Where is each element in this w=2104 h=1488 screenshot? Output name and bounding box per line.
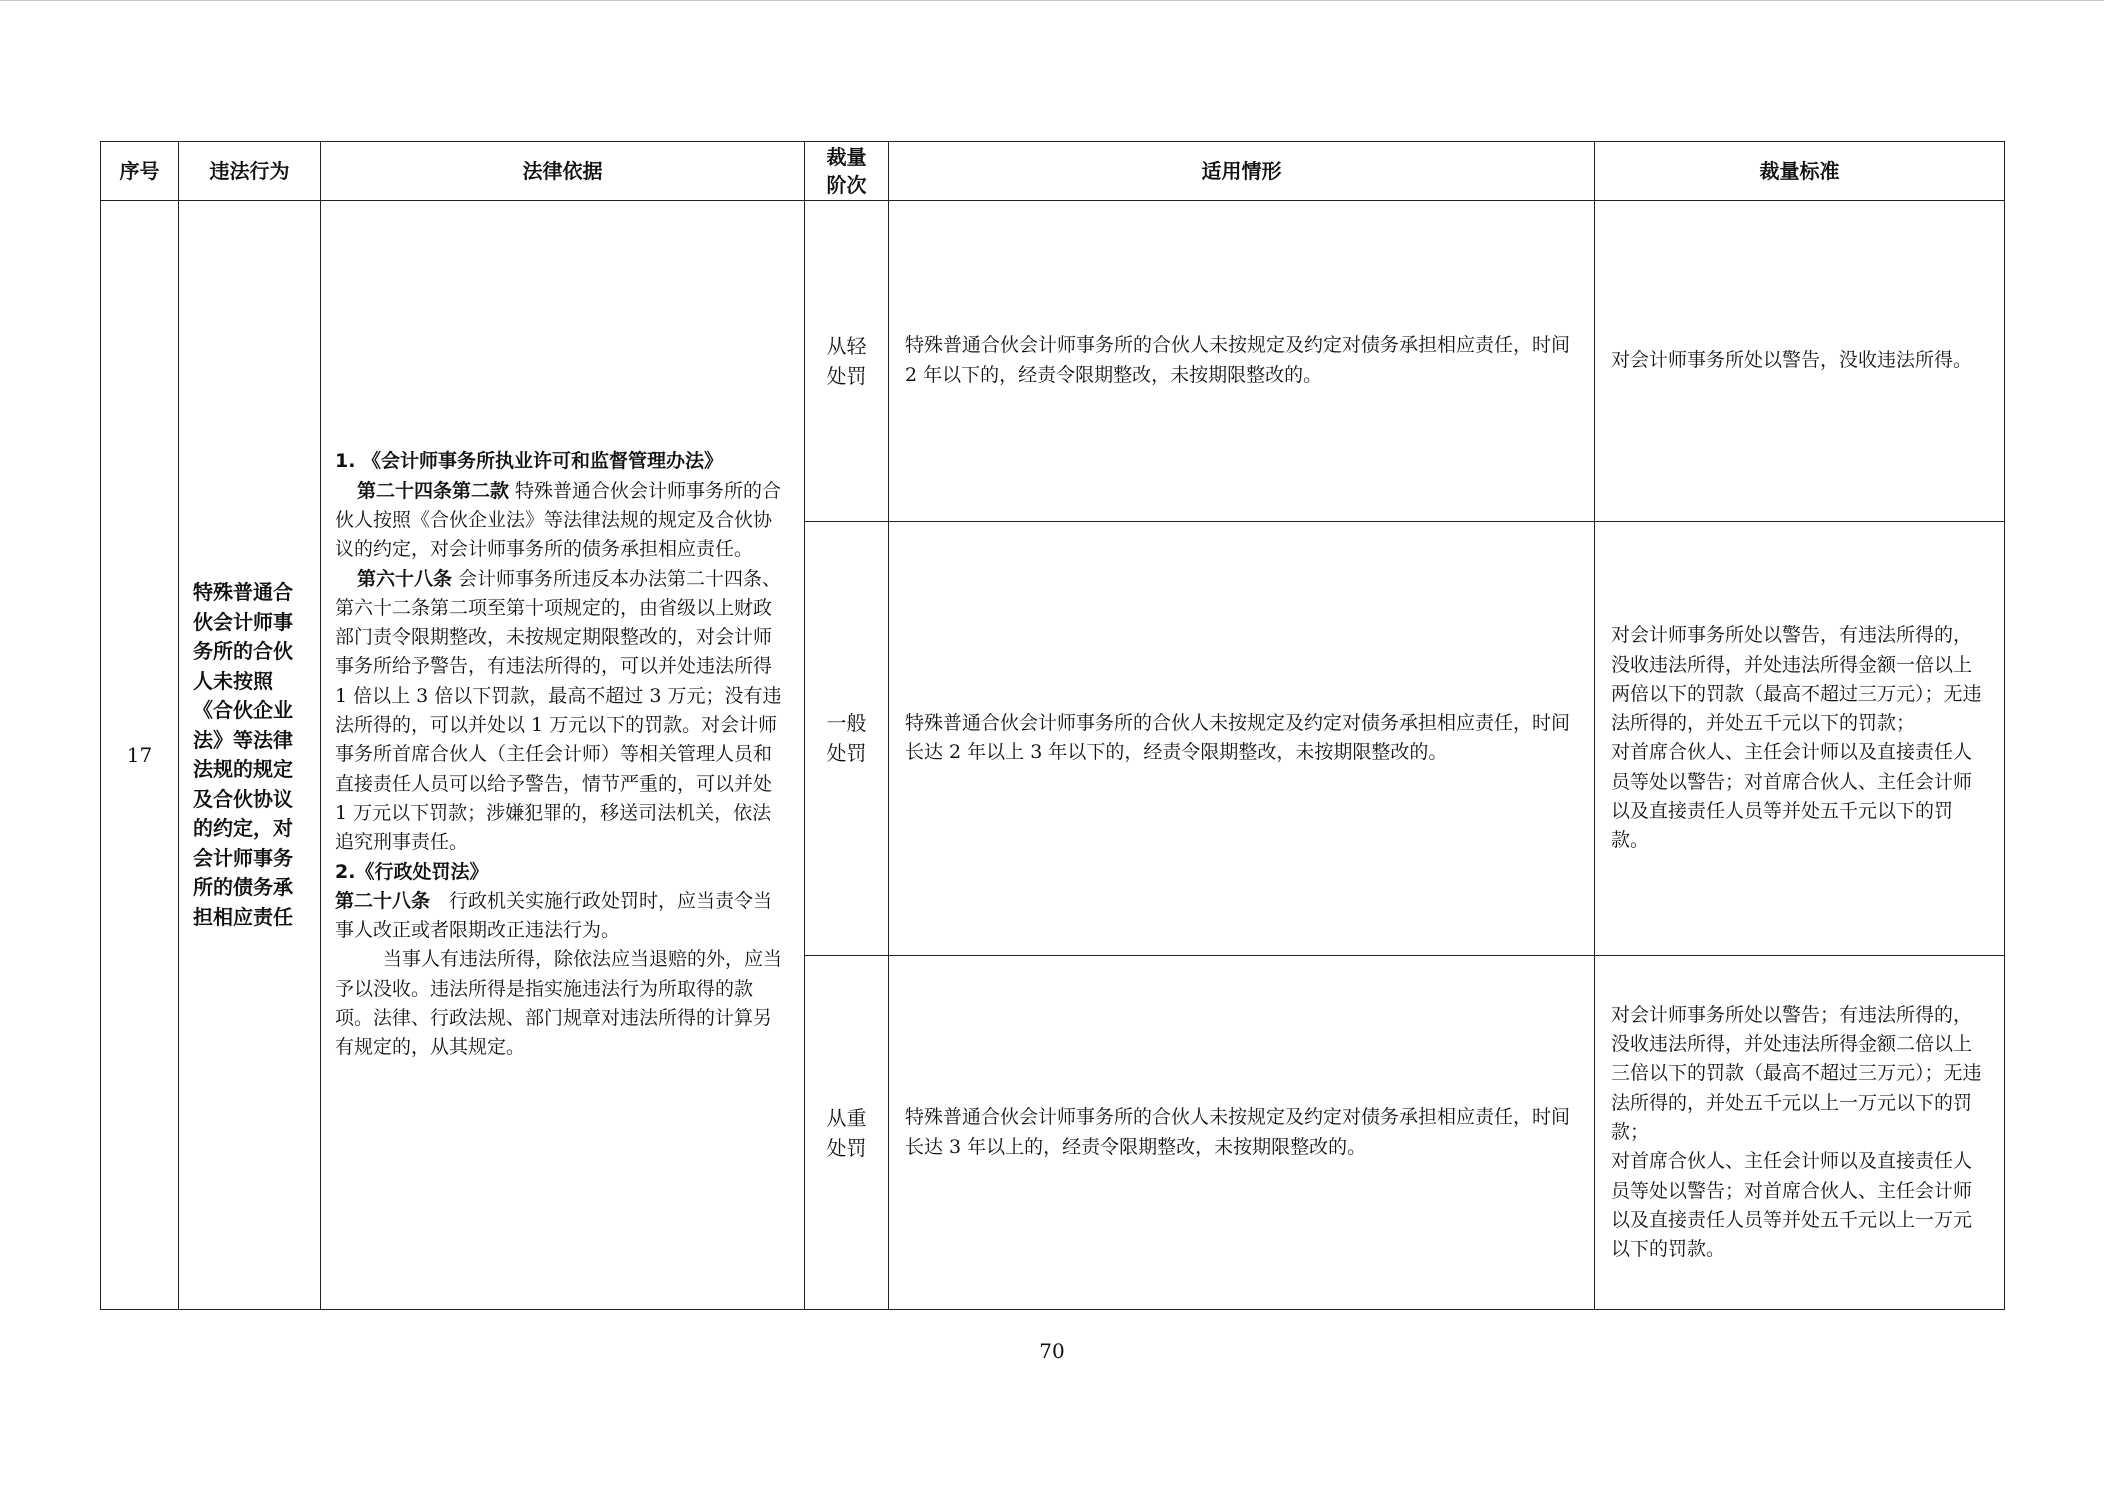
cell-level-heavy: 从重 处罚 [805, 956, 889, 1310]
header-seq: 序号 [101, 142, 179, 201]
header-standard: 裁量标准 [1595, 142, 2005, 201]
law-para-6: 当事人有违法所得，除依法应当退赔的外，应当予以没收。违法所得是指实施违法行为所取得的款项。法律、行政法规、部门规章对违法所得的计算另有规定的，从其规定。 [335, 948, 783, 1059]
cell-level-general: 一般 处罚 [805, 521, 889, 956]
cell-situation-light: 特殊普通合伙会计师事务所的合伙人未按规定及约定对债务承担相应责任，时间 2 年以下的，经责令限期整改，未按期限整改的。 [889, 201, 1595, 522]
page-number: 70 [1039, 1339, 1065, 1363]
cell-violation: 特殊普通合伙会计师事务所的合伙人未按照《合伙企业法》等法律法规的规定及合伙协议的约定，对会计师事务所的债务承担相应责任 [179, 201, 321, 1310]
law-para-2: 第二十四条第二款 特殊普通合伙会计师事务所的合伙人按照《合伙企业法》等法律法规的规定及合伙协议的约定，对会计师事务所的债务承担相应责任。 [335, 479, 782, 561]
law-para-4: 2.《行政处罚法》 [335, 860, 489, 883]
cell-standard-light: 对会计师事务所处以警告，没收违法所得。 [1595, 201, 2005, 522]
cell-standard-general: 对会计师事务所处以警告，有违法所得的，没收违法所得，并处违法所得金额一倍以上两倍以下的罚款（最高不超过三万元）；无违法所得的，并处五千元以下的罚款； 对首席合伙人、主任会计师以及直接责任人员等处以警告；对首席合伙人、主任会计师以及直接责任人员等并处五千元以下的罚款。 [1595, 521, 2005, 956]
header-violation: 违法行为 [179, 142, 321, 201]
header-legal-basis: 法律依据 [321, 142, 805, 201]
header-level [805, 142, 889, 201]
cell-seq: 17 [101, 201, 179, 1310]
law-para-3: 第六十八条 会计师事务所违反本办法第二十四条、第六十二条第二项至第十项规定的，由省级以上财政部门责令限期整改，未按规定期限整改的，对会计师事务所给予警告，有违法所得的，可以并处违法所得 1 倍以上 3 倍以下罚款，最高不超过 3 万元；没有违法所得的，可以并处以 1 万元以下的罚款。对会计师事务所首席合伙人（主任会计师）等相关管理人员和直接责任人员可以给予警告，情节严重的，可以并处 1 万元以下罚款；涉嫌犯罪的，移送司法机关，依法追究刑事责任。 [335, 567, 782, 854]
header-situation: 适用情形 [889, 142, 1595, 201]
discretion-standards-table [100, 141, 2005, 1310]
cell-situation-heavy: 特殊普通合伙会计师事务所的合伙人未按规定及约定对债务承担相应责任，时间长达 3 年以上的，经责令限期整改，未按期限整改的。 [889, 956, 1595, 1310]
law-para-5: 第二十八条 行政机关实施行政处罚时，应当责令当事人改正或者限期改正违法行为。 [335, 889, 773, 942]
header-level-line2: 阶次 [826, 173, 867, 197]
header-level-line1: 裁量 [826, 145, 867, 169]
table-row-light [101, 201, 2005, 522]
law-para-1: 1. 《会计师事务所执业许可和监督管理办法》 [335, 450, 724, 473]
cell-standard-heavy: 对会计师事务所处以警告；有违法所得的，没收违法所得，并处违法所得金额二倍以上三倍以下的罚款（最高不超过三万元）；无违法所得的，并处五千元以上一万元以下的罚款； 对首席合伙人、主任会计师以及直接责任人员等处以警告；对首席合伙人、主任会计师以及直接责任人员等并处五千元以上一万元以下的罚款。 [1595, 956, 2005, 1310]
table-header-row [101, 142, 2005, 201]
page-top-border [0, 0, 2104, 1]
cell-level-light: 从轻 处罚 [805, 201, 889, 522]
cell-situation-general: 特殊普通合伙会计师事务所的合伙人未按规定及约定对债务承担相应责任，时间长达 2 年以上 3 年以下的，经责令限期整改，未按期限整改的。 [889, 521, 1595, 956]
cell-legal-basis [321, 201, 805, 1310]
